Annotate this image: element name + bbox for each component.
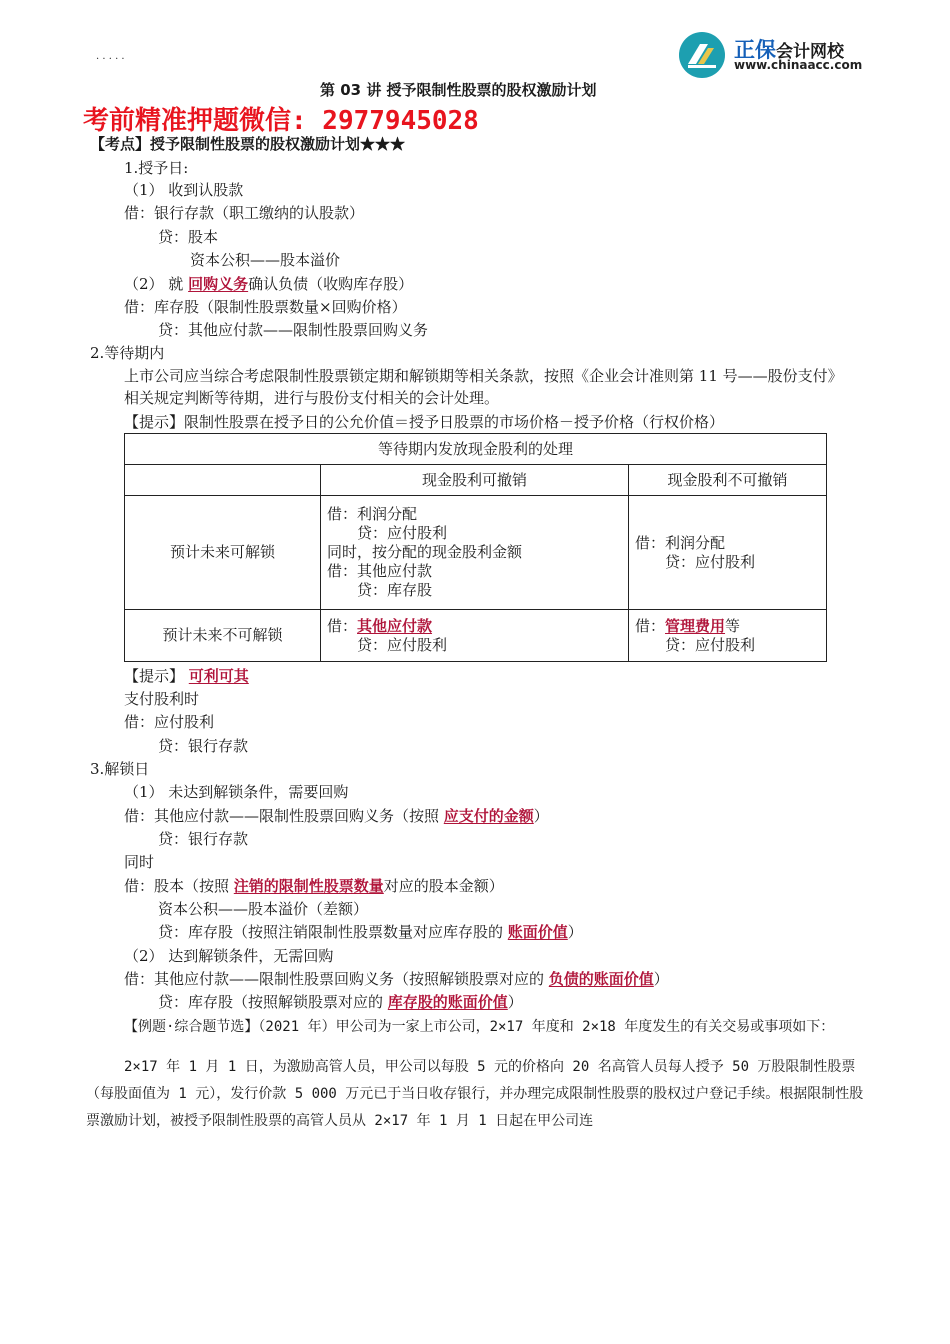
step-1-2-prefix: （2） 就 <box>124 275 189 293</box>
entry-credit-capital: 贷：股本 <box>158 228 219 246</box>
tip-2-prefix: 【提示】 <box>124 667 189 685</box>
cell-line <box>327 617 622 636</box>
entry-credit-other-payable: 贷：其他应付款——限制性股票回购义务 <box>158 321 429 339</box>
step-1-2-suffix: 确认负债（收购库存股） <box>248 275 414 293</box>
cell-not-unlock-revocable <box>321 610 629 662</box>
highlight-liability-book-value: 负债的账面价值 <box>548 970 654 988</box>
brand-sub: 会计网校 <box>776 42 844 62</box>
cell-debit-prefix: 借： <box>635 616 666 635</box>
cell-line <box>635 617 820 636</box>
highlight-repurchase-obligation: 回购义务 <box>188 275 249 293</box>
highlight-mnemonic: 可利可其 <box>188 667 249 685</box>
kaodian-heading: 【考点】授予限制性股票的股权激励计划★★★ <box>90 135 406 153</box>
cell-expected-unlock-irrevocable <box>629 496 827 610</box>
cell-line: 借：利润分配 <box>635 533 726 552</box>
tip-2 <box>124 666 249 686</box>
step-1-1: （1） 收到认股款 <box>124 181 244 199</box>
cell-line: 贷：应付股利 <box>357 635 448 654</box>
brand-url: www.chinaacc.com <box>734 58 863 72</box>
highlight-treasury-book-value: 库存股的账面价值 <box>387 993 508 1011</box>
example-intro: 【例题·综合题节选】（2021 年）甲公司为一家上市公司，2×17 年度和 2×18 年度发生的有关交易或事项如下： <box>124 1019 835 1035</box>
entry-prefix: 借：股本（按照 <box>124 877 234 895</box>
entry-prefix: 贷：库存股（按照解锁股票对应的 <box>158 993 388 1011</box>
section-2-paragraph: 上市公司应当综合考虑限制性股票锁定期和解锁期等相关条款，按照《企业会计准则第 11 号——股份支付》相关规定判断等待期，进行与股份支付相关的会计处理。 <box>124 367 843 407</box>
table-header-empty <box>125 465 321 496</box>
cell-line: 借：利润分配 <box>327 505 418 523</box>
meanwhile-label: 同时 <box>124 853 155 871</box>
entry-suffix: ） <box>567 923 583 941</box>
table-header-revocable: 现金股利可撤销 <box>321 465 629 496</box>
section-3-heading: 3.解锁日 <box>90 760 150 778</box>
entry-credit-bank-2: 贷：银行存款 <box>158 830 249 848</box>
section-1-heading: 1.授予日: <box>124 159 189 177</box>
cell-expected-unlock-revocable <box>321 496 629 610</box>
highlight-admin-expenses: 管理费用 <box>665 616 726 635</box>
pay-dividend-heading: 支付股利时 <box>124 690 200 708</box>
entry-prefix: 贷：库存股（按照注销限制性股票数量对应库存股的 <box>158 923 508 941</box>
entry-credit-premium: 资本公积——股本溢价 <box>190 251 341 269</box>
cell-line: 借：其他应付款 <box>327 562 433 580</box>
entry-prefix: 借：其他应付款——限制性股票回购义务（按照解锁股票对应的 <box>124 970 549 988</box>
entry-credit-treasury-2 <box>158 992 523 1012</box>
entry-debit-other-payable-2 <box>124 969 669 989</box>
highlight-cancelled-shares: 注销的限制性股票数量 <box>233 877 384 895</box>
cell-line: 贷：库存股 <box>357 581 433 599</box>
entry-debit-treasury: 借：库存股（限制性股票数量×回购价格） <box>124 298 407 316</box>
cell-line: 贷：应付股利 <box>357 524 448 542</box>
table-caption: 等待期内发放现金股利的处理 <box>125 434 827 465</box>
cell-line: 贷：应付股利 <box>665 635 756 654</box>
entry-credit-treasury <box>158 922 583 942</box>
promo-watermark: 考前精准押题微信: 2977945028 <box>83 106 479 136</box>
row-expected-unlock-label: 预计未来可解锁 <box>125 496 321 610</box>
step-3-2: （2） 达到解锁条件，无需回购 <box>124 947 334 965</box>
cell-not-unlock-irrevocable <box>629 610 827 662</box>
step-1-2 <box>124 274 413 294</box>
page-title: 第 03 讲 授予限制性股票的股权激励计划 <box>320 81 597 99</box>
entry-suffix: ） <box>533 807 549 825</box>
table-header-irrevocable: 现金股利不可撤销 <box>629 465 827 496</box>
row-expected-not-unlock-label: 预计未来不可解锁 <box>125 610 321 662</box>
dividend-treatment-table <box>124 433 827 662</box>
entry-debit-dividend: 借：应付股利 <box>124 713 215 731</box>
example-body: 2×17 年 1 月 1 日，为激励高管人员，甲公司以每股 5 元的价格向 20 名高管人员每人授予 50 万股限制性股票（每股面值为 1 元），发行价款 5 000 万元已于当日收存银行，并办理完成限制性股票的股权过户登记手续。根据限制性股票激励计划，被授予限制性股票的高管人员从 2×17 年 1 月 1 日起在甲公司连 <box>86 1059 864 1129</box>
chinaacc-logo-icon <box>678 31 726 79</box>
highlight-other-payables: 其他应付款 <box>357 616 433 635</box>
cell-line: 同时，按分配的现金股利金额 <box>327 543 523 561</box>
entry-credit-bank: 贷：银行存款 <box>158 737 249 755</box>
header-breadcrumb: · · · · · <box>96 54 125 65</box>
entry-suffix: 对应的股本金额） <box>383 877 504 895</box>
entry-debit-premium: 资本公积——股本溢价（差额） <box>158 900 369 918</box>
cell-debit-suffix: 等 <box>725 616 741 635</box>
section-2-heading: 2.等待期内 <box>90 344 165 362</box>
entry-suffix: ） <box>507 993 523 1011</box>
highlight-amount-payable: 应支付的金额 <box>443 807 534 825</box>
entry-debit-capital <box>124 876 504 896</box>
cell-debit-prefix: 借： <box>327 616 358 635</box>
entry-suffix: ） <box>653 970 669 988</box>
step-3-1: （1） 未达到解锁条件，需要回购 <box>124 783 349 801</box>
section-2-tip: 【提示】限制性股票在授予日的公允价值＝授予日股票的市场价格－授予价格（行权价格） <box>124 413 725 431</box>
entry-debit-bank: 借：银行存款（职工缴纳的认股款） <box>124 204 365 222</box>
brand-main: 正保 <box>734 38 776 62</box>
entry-prefix: 借：其他应付款——限制性股票回购义务（按照 <box>124 807 444 825</box>
entry-debit-other-payable <box>124 806 549 826</box>
highlight-book-value: 账面价值 <box>507 923 568 941</box>
cell-line: 贷：应付股利 <box>665 552 756 571</box>
